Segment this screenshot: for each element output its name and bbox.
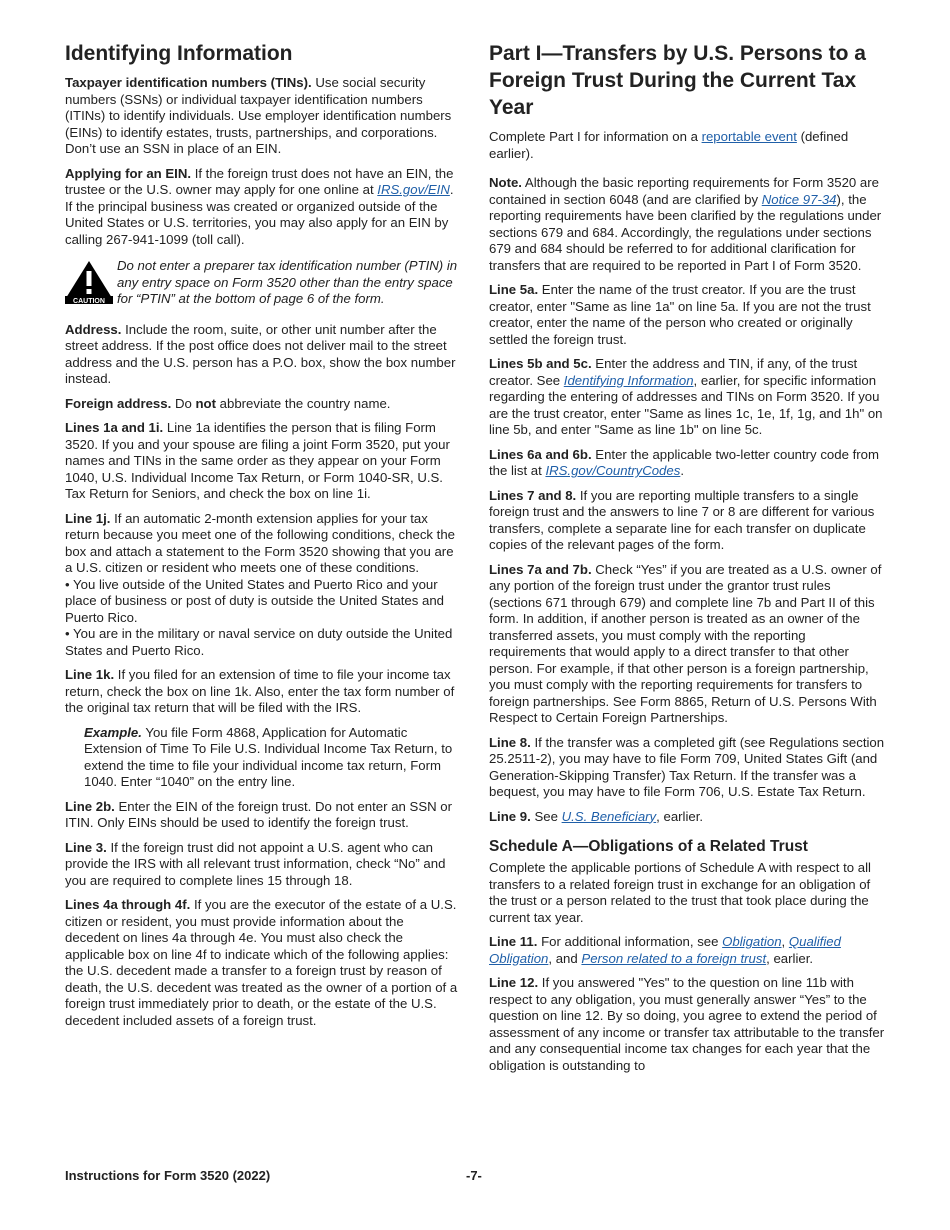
line-11-sep-1: , bbox=[781, 934, 786, 949]
line-3-text: If the foreign trust did not appoint a U.S. agent who can provide the IRS with all relevant trust information, check “No” and you are required to complete lines 15 through 18. bbox=[65, 839, 446, 888]
notice-97-34-link[interactable]: Notice 97-34 bbox=[761, 191, 837, 207]
example-paragraph bbox=[65, 725, 460, 791]
tins-paragraph bbox=[65, 75, 460, 158]
caution-icon bbox=[65, 260, 113, 304]
line-8-paragraph bbox=[489, 735, 885, 801]
line-9-post: , earlier. bbox=[656, 808, 704, 824]
line-5b-text-2: , earlier, for specific information regarding the entering of addresses and TINs on Form 3520. If you are the trust creator, enter "Same as lines 1c, 1e, 1f, 1g, and 1h" on line 5b, and enter "Same as line 1b" on line 5c. bbox=[489, 372, 883, 437]
line-9-pre: See bbox=[534, 808, 558, 824]
line-1k-label: Line 1k. bbox=[65, 667, 115, 682]
irs-ein-link[interactable]: IRS.gov/EIN bbox=[377, 182, 450, 197]
bullet-item: • You are in the military or naval service on duty outside the United States and Puerto Rico. bbox=[65, 626, 453, 658]
bullet-item: • You live outside of the United States and Puerto Rico and your place of business or post of duty is outside the United States and Puerto Rico. bbox=[65, 576, 445, 625]
line-5a-paragraph bbox=[489, 282, 885, 348]
address-label: Address. bbox=[65, 321, 122, 337]
foreign-address-paragraph bbox=[65, 396, 460, 413]
line-4-text: If you are the executor of the estate of a U.S. citizen or resident, you must provide information about the decedent on lines 4a through 4e. You must also check the applicable box on line 4f to indicate which of the following applies: the U.S. decedent made a transfer to a foreign trust by reason of death, the U.S. decedent was treated as the owner of a portion of a foreign trust immediately prior to death, or the estate of the U.S. decedent included assets of a foreign trust. bbox=[65, 897, 458, 1028]
tins-text: Use social security numbers (SSNs) or individual taxpayer identification numbers (ITINs) to identify individuals. Use employer identification numbers (EINs) to identify estates, trusts, partnerships, and corporations. Don’t use an SSN in place of an EIN. bbox=[65, 75, 452, 156]
note-text-1: Although the basic reporting requirements for Form 3520 are contained in section 6048 (and are clarified by bbox=[489, 175, 879, 207]
ein-text-2: . If the principal business was created or organized outside of the United States or U.S. territories, you may also apply for an EIN by calling 267-941-1099 (toll call). bbox=[65, 182, 454, 247]
footer-title: Instructions for Form 3520 (2022) bbox=[65, 1168, 271, 1183]
ein-text-1: If the foreign trust does not have an EIN, the trustee or the U.S. owner may apply for one online at bbox=[65, 165, 454, 197]
line-3-paragraph bbox=[65, 840, 460, 890]
line-11-pre: For additional information, see bbox=[541, 934, 719, 949]
line-1a-paragraph bbox=[65, 420, 460, 503]
left-column bbox=[65, 40, 460, 1037]
line-1j-label: Line 1j. bbox=[65, 510, 111, 526]
foreign-post: abbreviate the country name. bbox=[219, 395, 391, 411]
right-column bbox=[489, 40, 885, 1082]
foreign-pre: Do bbox=[174, 395, 192, 411]
foreign-not: not bbox=[195, 395, 216, 411]
line-6-text: Enter the applicable two-letter country code from the list at bbox=[489, 446, 879, 478]
part-1-heading: Part I—Transfers by U.S. Persons to a Foreign Trust During the Current Tax Year bbox=[489, 42, 866, 119]
line-11-label: Line 11. bbox=[489, 934, 538, 949]
line-8-label: Line 8. bbox=[489, 734, 531, 750]
obligation-link[interactable]: Obligation bbox=[722, 934, 782, 949]
line-1a-label: Lines 1a and 1i. bbox=[65, 420, 164, 435]
line-1j-text: If an automatic 2-month extension applies for your tax return because you meet one of the following conditions, check the box and attach a statement to the Form 3520 showing that you are a U.S. citizen or resident who meets one of these conditions. bbox=[65, 510, 456, 575]
line-1k-paragraph bbox=[65, 667, 460, 717]
line-2b-text: Enter the EIN of the foreign trust. Do not enter an SSN or ITIN. Only EINs should be used to identify the foreign trust. bbox=[65, 798, 453, 830]
line-1j-paragraph bbox=[65, 511, 460, 577]
line-7-8-paragraph bbox=[489, 488, 885, 554]
ein-paragraph bbox=[65, 166, 460, 249]
foreign-address-label: Foreign address. bbox=[65, 395, 172, 411]
note-label: Note. bbox=[489, 175, 522, 190]
line-11-post: , earlier. bbox=[766, 950, 814, 966]
tins-label: Taxpayer identification numbers (TINs). bbox=[65, 75, 312, 90]
line-5b-text-1: Enter the address and TIN, if any, of the trust creator. See bbox=[489, 356, 858, 388]
address-paragraph bbox=[65, 322, 460, 388]
caution-box bbox=[65, 258, 460, 308]
caution-text: Do not enter a preparer tax identification number (PTIN) in any entry space on Form 3520 other than the entry space for “PTIN” at the bottom of page 6 of the form. bbox=[117, 258, 458, 306]
schedule-a-paragraph: Complete the applicable portions of Schedule A with respect to all transfers to a related foreign trust in exchange for an obligation of the trust or a person related to the trust that took place during the current tax year. bbox=[489, 860, 871, 925]
identifying-info-heading: Identifying Information bbox=[65, 42, 293, 65]
line-1k-text: If you filed for an extension of time to file your income tax return, check the box on line 1k. Also, enter the tax form number of the original tax return that will be filed with the IRS. bbox=[65, 667, 455, 715]
bullet-1-text: You live outside of the United States and Puerto Rico and your place of business or post of duty is outside the United States and Puerto Rico. bbox=[65, 576, 445, 625]
line-8-text: If the transfer was a completed gift (see Regulations section 25.2511-2), you may have to file Form 709, United States Gift (and Generation-Skipping Transfer) Tax Return. If the transfer was a bequest, you may have to file Form 706, U.S. Estate Tax Return. bbox=[489, 734, 885, 799]
caution-label: CAUTION bbox=[73, 298, 105, 304]
intro-pre: Complete Part I for information on a bbox=[489, 129, 698, 144]
example-label: Example. bbox=[84, 724, 142, 740]
bullet-2-text: You are in the military or naval service on duty outside the United States and Puerto Rico. bbox=[65, 626, 453, 658]
person-related-link[interactable]: Person related to a foreign trust bbox=[581, 950, 767, 966]
line-4-label: Lines 4a through 4f. bbox=[65, 897, 191, 912]
line-5a-text: Enter the name of the trust creator. If you are the trust creator, enter "Same as line 1a" on line 5a. If you are not the trust creator, enter the name of the person who created or originally settled the foreign trust. bbox=[489, 282, 871, 347]
line-7ab-label: Lines 7a and 7b. bbox=[489, 561, 592, 577]
intro-paragraph bbox=[489, 129, 885, 162]
line-3-label: Line 3. bbox=[65, 839, 107, 855]
example-text: You file Form 4868, Application for Automatic Extension of Time To File U.S. Individual Income Tax Return, to extend the time to file your individual income tax return, Form 1040. Enter “1040” on the entry line. bbox=[84, 724, 453, 789]
page-number: -7- bbox=[466, 1168, 482, 1183]
intro-post: (defined earlier). bbox=[489, 129, 849, 161]
country-codes-link[interactable]: IRS.gov/CountryCodes bbox=[545, 463, 681, 478]
us-beneficiary-link[interactable]: U.S. Beneficiary bbox=[561, 808, 657, 824]
line-9-label: Line 9. bbox=[489, 808, 531, 824]
line-5b-label: Lines 5b and 5c. bbox=[489, 356, 592, 371]
line-11-paragraph bbox=[489, 934, 885, 967]
note-text-2: ), the reporting requirements have been clarified by the regulations under sections 679 and 684. Accordingly, the regulations under sections 679 and 684 should be referred to for additional clarification for transfers that are required to be reported in Part I of Form 3520. bbox=[489, 191, 882, 273]
line-7ab-paragraph bbox=[489, 562, 885, 727]
line-4-paragraph bbox=[65, 897, 460, 1029]
line-9-paragraph bbox=[489, 809, 885, 826]
line-2b-label: Line 2b. bbox=[65, 798, 115, 814]
line-12-label: Line 12. bbox=[489, 975, 539, 990]
line-5b-paragraph bbox=[489, 356, 885, 439]
line-7-8-label: Lines 7 and 8. bbox=[489, 487, 577, 503]
reportable-event-link[interactable]: reportable event bbox=[701, 129, 797, 144]
schedule-a-heading: Schedule A—Obligations of a Related Trust bbox=[489, 838, 808, 855]
line-6-post: . bbox=[680, 463, 684, 478]
note-paragraph bbox=[489, 175, 885, 274]
qualified-obligation-link[interactable]: Qualified Obligation bbox=[489, 934, 841, 966]
line-6-paragraph bbox=[489, 447, 885, 480]
line-5a-label: Line 5a. bbox=[489, 282, 539, 297]
line-7ab-text: Check “Yes” if you are treated as a U.S. owner of any portion of the foreign trust under the grantor trust rules (sections 671 through 679) and complete line 7b and Part II of this form. In addition, if another person is treated as an owner of the transferred assets, you must comply with the reporting requirements that would apply to a direct transfer to that other person. For example, if that other person is a foreign partnership, you must comply with the reporting requirements for transfers to foreign partnerships. See Form 8865, Return of U.S. Persons With Respect to Certain Foreign Partnerships. bbox=[489, 561, 882, 725]
identifying-information-link[interactable]: Identifying Information bbox=[563, 372, 694, 388]
line-6-label: Lines 6a and 6b. bbox=[489, 446, 592, 462]
address-text: Include the room, suite, or other unit number after the street address. If the post office does not deliver mail to the street address and the U.S. person has a P.O. box, show the box number instead. bbox=[65, 321, 456, 386]
line-12-paragraph bbox=[489, 975, 885, 1074]
line-2b-paragraph bbox=[65, 799, 460, 832]
line-7-8-text: If you are reporting multiple transfers to a single foreign trust and the answers to line 7 or 8 are different for various transfers, complete a separate line for each transfer on duplicate copies of the relevant pages of the form. bbox=[489, 487, 875, 552]
line-11-sep-2: , and bbox=[548, 950, 578, 966]
line-12-text: If you answered "Yes" to the question on line 11b with respect to any obligation, you must generally answer “Yes” to the question on line 12. By so doing, you agree to extend the period of assessment of any income or transfer tax attributable to the transfer and any consequential income tax changes for each year that the obligation is outstanding to bbox=[489, 975, 885, 1073]
line-1a-text: Line 1a identifies the person that is filing Form 3520. If you and your spouse are filing a joint Form 3520, put your names and TINs in the same order as they appear on your Form 1040, U.S. Individual Income Tax Return, or Form 1040-SR, U.S. Tax Return for Seniors, and check the box on line 1i. bbox=[65, 420, 450, 501]
ein-label: Applying for an EIN. bbox=[65, 165, 192, 181]
